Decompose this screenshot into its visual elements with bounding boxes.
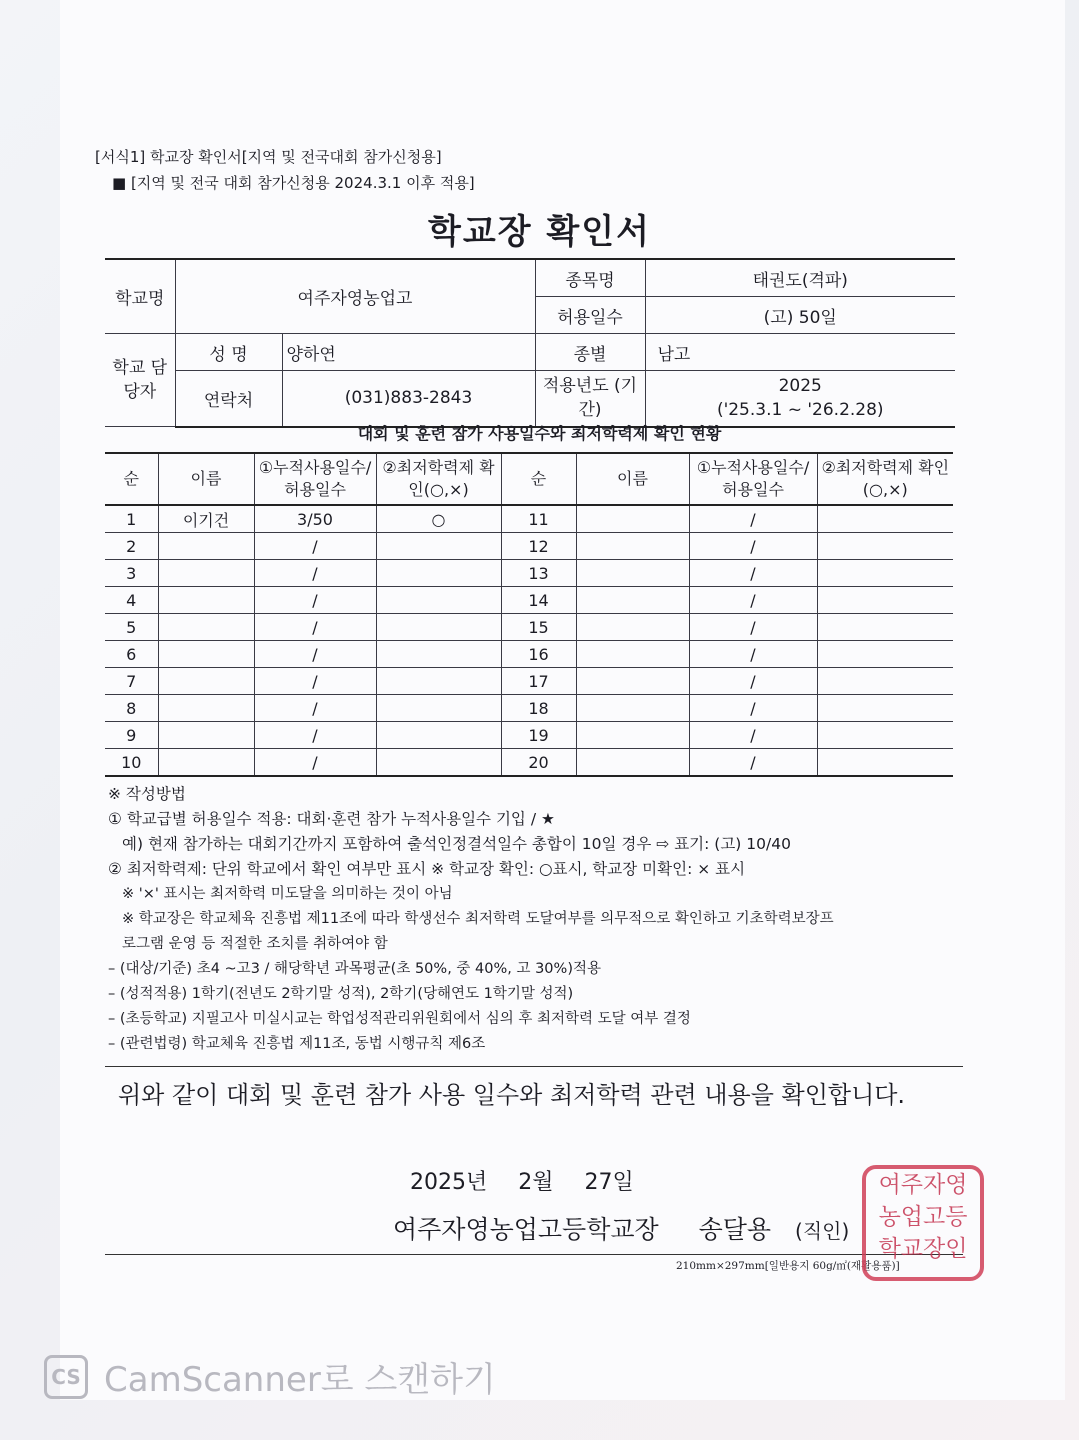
row-days: / [254, 587, 376, 614]
school-label: 학교명 [105, 259, 175, 334]
row-check [817, 533, 953, 560]
col-header-days: ①누적사용일수/ 허용일수 [254, 453, 376, 505]
row-name [576, 533, 689, 560]
table-row [105, 614, 953, 641]
table-row [105, 641, 953, 668]
row-name [576, 668, 689, 695]
row-name [158, 587, 254, 614]
note-line: – (관련법령) 학교체육 진흥법 제11조, 동법 시행규칙 제6조 [108, 1036, 486, 1052]
row-no: 9 [105, 722, 158, 749]
date-month: 2월 [518, 1170, 554, 1195]
section-title: 대회 및 훈련 참가 사용일수와 최저학력제 확인 현황 [357, 424, 722, 443]
row-no: 4 [105, 587, 158, 614]
year-label: 적용년도 (기간) [535, 371, 645, 427]
row-name [158, 560, 254, 587]
row-no: 20 [501, 749, 576, 777]
document-title: 학교장 확인서 [428, 212, 651, 252]
allowed-days-value: (고) 50일 [645, 297, 955, 334]
date-year: 2025년 [410, 1170, 488, 1195]
row-days: / [254, 668, 376, 695]
table-row [105, 695, 953, 722]
row-no: 6 [105, 641, 158, 668]
row-no: 16 [501, 641, 576, 668]
row-check [376, 695, 501, 722]
row-no: 5 [105, 614, 158, 641]
signer [393, 1210, 849, 1246]
note-line: 예) 현재 참가하는 대회기간까지 포함하여 출석인정결석일수 총합이 10일 경우 ⇨ 표기: (고) 10/40 [122, 835, 791, 853]
row-days: / [689, 533, 817, 560]
row-days: / [254, 722, 376, 749]
row-days: / [254, 533, 376, 560]
row-name [576, 560, 689, 587]
col-header-check: ②최저학력제 확인(○,×) [817, 453, 953, 505]
col-header-no: 순 [105, 453, 158, 505]
row-no: 2 [105, 533, 158, 560]
row-name [158, 668, 254, 695]
note-line: ※ 학교장은 학교체육 진흥법 제11조에 따라 학생선수 최저학력 도달여부를 의무적으로 확인하고 기초학력보장프 [122, 911, 834, 927]
divider [105, 1066, 963, 1067]
col-header-days: ①누적사용일수/ 허용일수 [689, 453, 817, 505]
col-header-no: 순 [501, 453, 576, 505]
col-header-name: 이름 [576, 453, 689, 505]
row-name [158, 722, 254, 749]
row-no: 3 [105, 560, 158, 587]
row-check [817, 668, 953, 695]
signer-school: 여주자영농업고등학교장 [393, 1215, 659, 1244]
camscanner-icon: CS [44, 1355, 88, 1399]
table-row [105, 560, 953, 587]
row-name [158, 695, 254, 722]
note-line: – (대상/기준) 초4 ~고3 / 해당학년 과목평균(초 50%, 중 40%, 고 30%)적용 [108, 961, 601, 977]
row-days: / [689, 614, 817, 641]
row-days: / [689, 560, 817, 587]
row-name [576, 587, 689, 614]
note-line: ① 학교급별 허용일수 적용: 대회·훈련 참가 누적사용일수 기입 / ★ [108, 810, 555, 828]
name-label: 성 명 [175, 334, 282, 371]
row-check [817, 614, 953, 641]
year-value: 2025 [778, 376, 822, 397]
row-name [576, 695, 689, 722]
row-days: / [689, 505, 817, 533]
row-check: ○ [376, 505, 501, 533]
info-table [105, 258, 955, 428]
row-name [158, 614, 254, 641]
row-check [817, 722, 953, 749]
table-row [105, 505, 953, 533]
row-days: 3/50 [254, 505, 376, 533]
row-days: / [689, 749, 817, 777]
row-name [576, 614, 689, 641]
row-days: / [254, 641, 376, 668]
row-name: 이기건 [158, 505, 254, 533]
year-cell [645, 371, 955, 427]
row-check [376, 722, 501, 749]
signer-name: 송달용 [698, 1215, 772, 1244]
confirmation-text: 위와 같이 대회 및 훈련 참가 사용 일수와 최저학력 관련 내용을 확인합니다. [118, 1081, 906, 1109]
row-name [158, 641, 254, 668]
participation-table [105, 452, 953, 777]
row-days: / [254, 749, 376, 777]
camscanner-watermark [44, 1352, 496, 1401]
official-seal [862, 1165, 984, 1281]
row-name [576, 641, 689, 668]
seal-line: 학교장인 [878, 1236, 968, 1262]
row-check [817, 505, 953, 533]
col-header-name: 이름 [158, 453, 254, 505]
row-check [376, 668, 501, 695]
seal-line: 여주자영 [878, 1172, 968, 1198]
row-days: / [689, 722, 817, 749]
row-no: 8 [105, 695, 158, 722]
date-day: 27일 [584, 1170, 634, 1195]
row-days: / [689, 695, 817, 722]
row-name [576, 505, 689, 533]
note-line: ※ 작성방법 [108, 785, 186, 803]
name-value: 양하연 [282, 334, 535, 371]
row-no: 10 [105, 749, 158, 777]
row-no: 17 [501, 668, 576, 695]
table-row [105, 668, 953, 695]
note-line: 로그램 운영 등 적절한 조치를 취하여야 함 [122, 936, 388, 952]
row-no: 13 [501, 560, 576, 587]
seal-mark: (직인) [795, 1219, 850, 1243]
issue-date [410, 1165, 658, 1196]
row-name [158, 533, 254, 560]
watermark-text: CamScanner로 스캔하기 [104, 1360, 496, 1400]
row-days: / [689, 641, 817, 668]
period-value: ('25.3.1 ~ '26.2.28) [716, 400, 884, 421]
row-no: 19 [501, 722, 576, 749]
row-check [376, 614, 501, 641]
table-row [105, 587, 953, 614]
row-days: / [254, 614, 376, 641]
table-row [105, 722, 953, 749]
paper-spec: 210mm×297mm[일반용지 60g/㎡(재활용품)] [676, 1260, 900, 1272]
event-label: 종목명 [535, 259, 645, 297]
row-check [376, 587, 501, 614]
note-line: ② 최저학력제: 단위 학교에서 확인 여부만 표시 ※ 학교장 확인: ○표시, 학교장 미확인: × 표시 [108, 860, 746, 878]
seal-line: 농업고등 [878, 1204, 968, 1230]
row-days: / [254, 560, 376, 587]
row-check [376, 641, 501, 668]
form-label: [서식1] 학교장 확인서[지역 및 전국대회 참가신청용] [95, 148, 442, 166]
row-check [376, 560, 501, 587]
table-row [105, 533, 953, 560]
row-no: 1 [105, 505, 158, 533]
row-name [158, 749, 254, 777]
row-check [817, 641, 953, 668]
row-check [376, 533, 501, 560]
gender-value: 남고 [645, 334, 955, 371]
note-line: – (성적적용) 1학기(전년도 2학기말 성적), 2학기(당해연도 1학기말 성적) [108, 986, 574, 1002]
row-name [576, 749, 689, 777]
row-days: / [689, 668, 817, 695]
row-no: 11 [501, 505, 576, 533]
form-subtitle: ■ [지역 및 전국 대회 참가신청용 2024.3.1 이후 적용] [112, 174, 475, 192]
row-name [576, 722, 689, 749]
col-header-check: ②최저학력제 확인(○,×) [376, 453, 501, 505]
row-no: 7 [105, 668, 158, 695]
row-check [817, 587, 953, 614]
contact-label: 연락처 [175, 371, 282, 427]
gender-label: 종별 [535, 334, 645, 371]
row-check [817, 695, 953, 722]
writing-guide [108, 782, 834, 1057]
row-check [817, 560, 953, 587]
row-check [376, 749, 501, 777]
row-no: 12 [501, 533, 576, 560]
manager-label: 학교 담당자 [105, 334, 175, 427]
row-check [817, 749, 953, 777]
row-no: 15 [501, 614, 576, 641]
row-no: 14 [501, 587, 576, 614]
table-row [105, 749, 953, 777]
allowed-days-label: 허용일수 [535, 297, 645, 334]
divider [105, 1254, 963, 1255]
contact-value: (031)883-2843 [282, 371, 535, 427]
school-value: 여주자영농업고 [175, 259, 535, 334]
row-days: / [254, 695, 376, 722]
row-days: / [689, 587, 817, 614]
note-line: – (초등학교) 지필고사 미실시교는 학업성적관리위원회에서 심의 후 최저학력 도달 여부 결정 [108, 1011, 691, 1027]
event-value: 태권도(격파) [645, 259, 955, 297]
row-no: 18 [501, 695, 576, 722]
note-line: ※ '×' 표시는 최저학력 미도달을 의미하는 것이 아님 [122, 886, 453, 902]
